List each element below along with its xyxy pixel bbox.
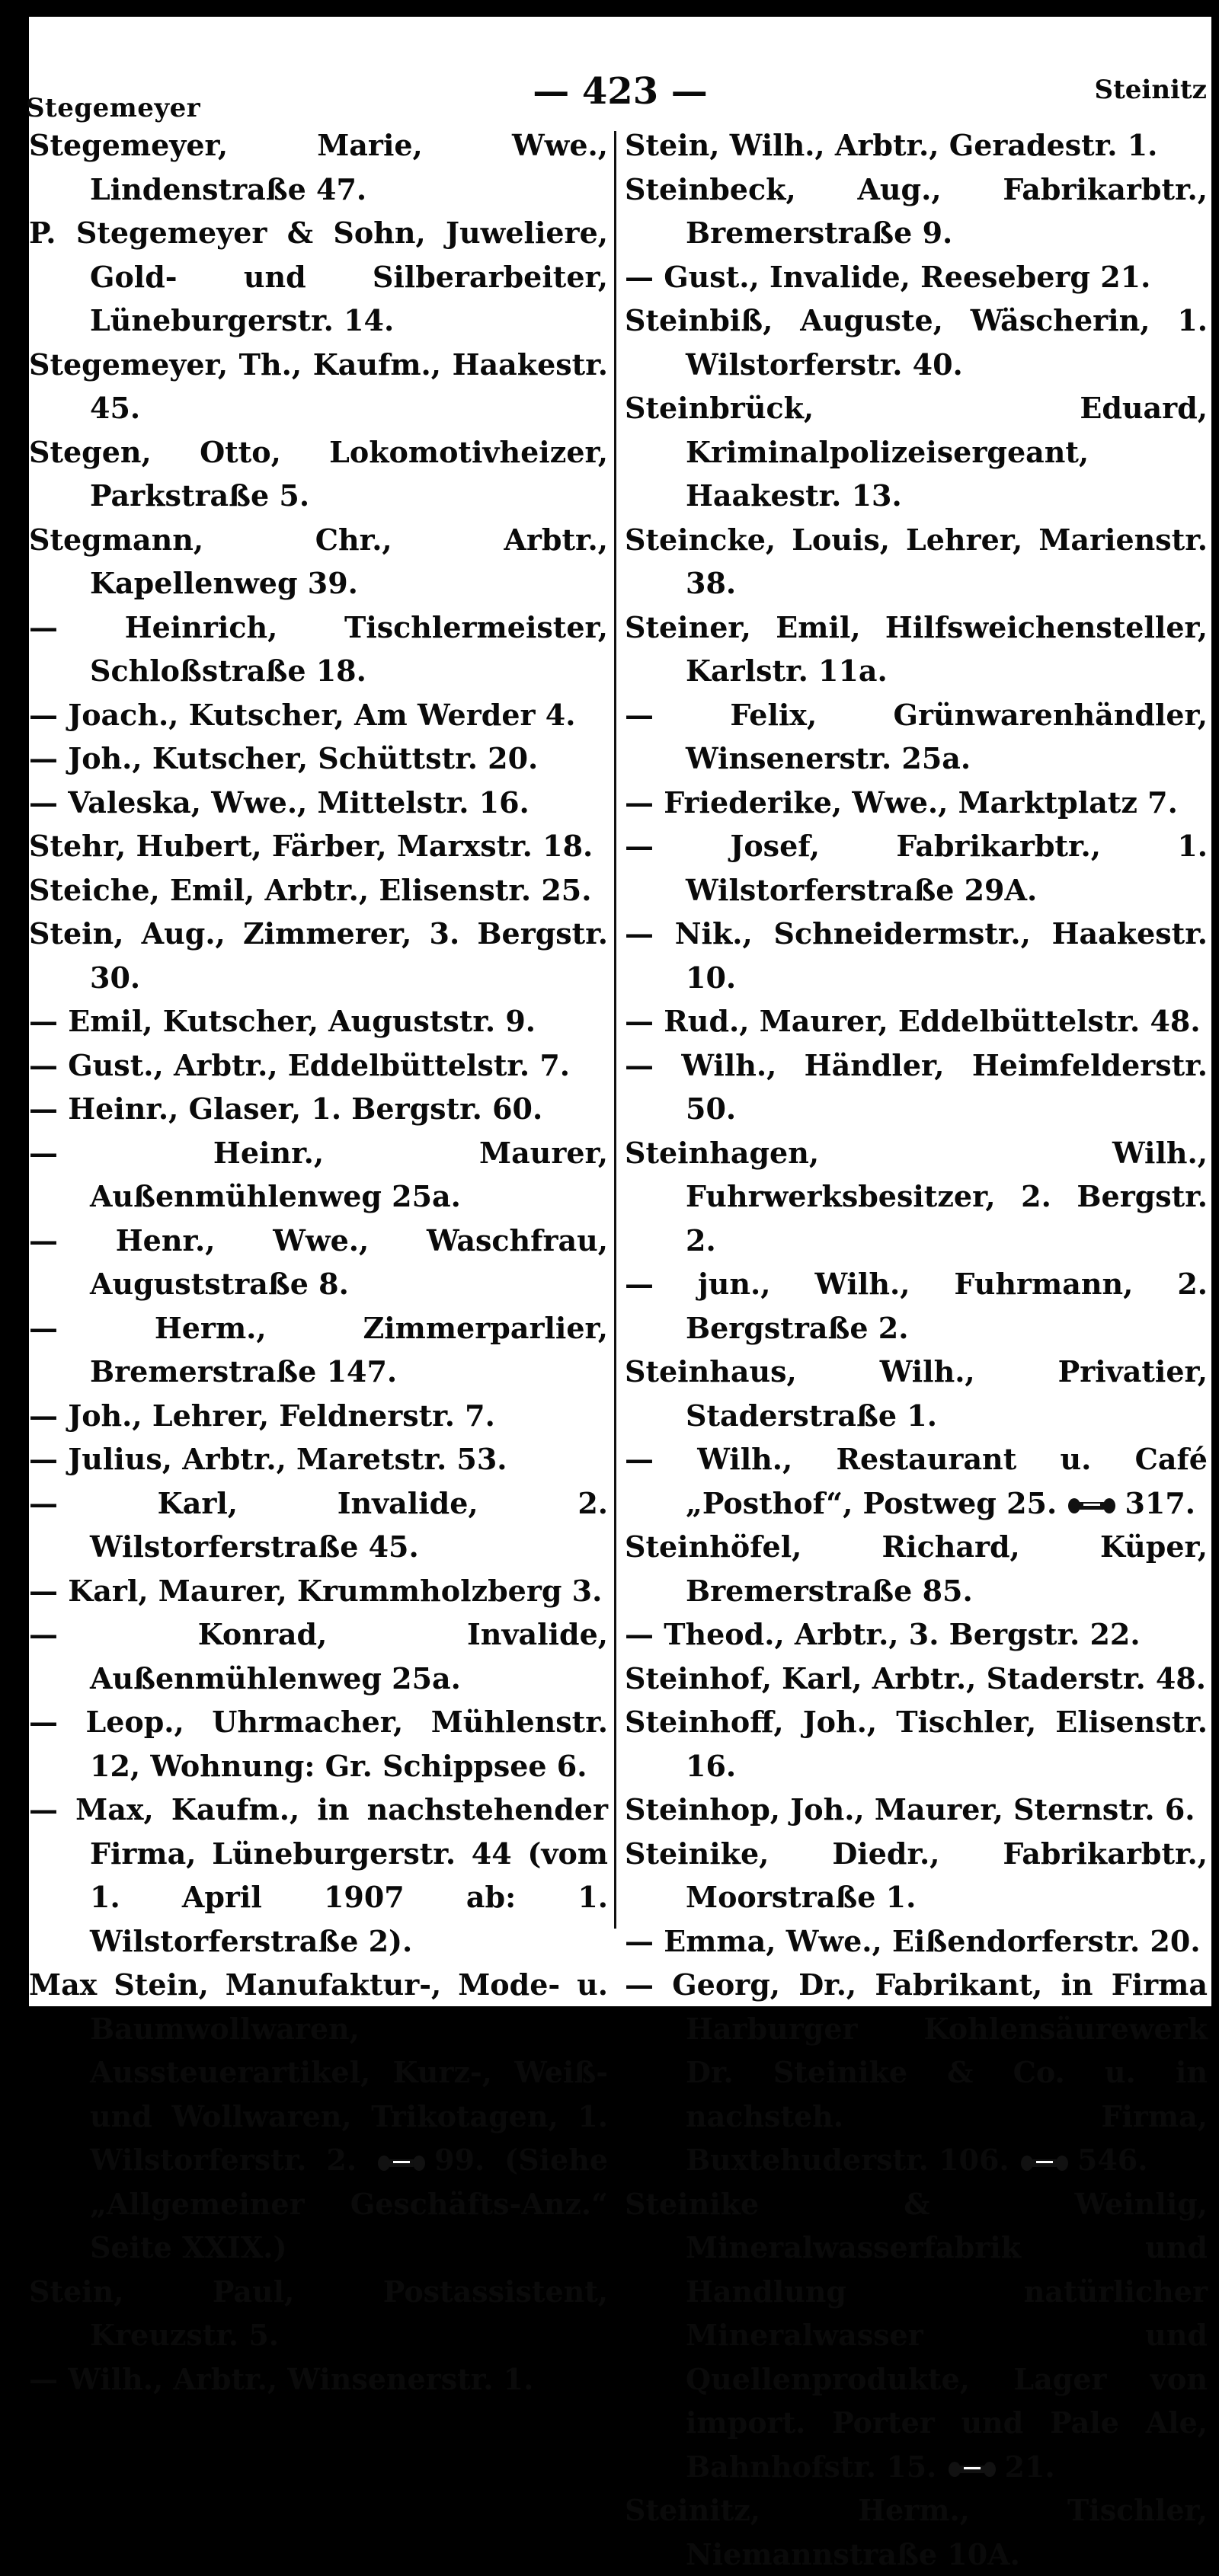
directory-entry bbox=[625, 1262, 1208, 1350]
directory-entry bbox=[29, 1219, 608, 1306]
entry-text: — Konrad, Invalide, Außenmühlenweg 25a. bbox=[29, 1617, 608, 1695]
entry-text: — Karl, Maurer, Krummholzberg 3. bbox=[29, 1573, 603, 1608]
entry-text: Steinhagen, Wilh., Fuhrwerksbesitzer, 2. Bergstr. 2. bbox=[625, 1135, 1208, 1258]
entry-text: Stegen, Otto, Lokomotivheizer, Parkstraße 5. bbox=[29, 434, 608, 513]
telephone-number: 99. bbox=[434, 2143, 485, 2177]
directory-entry bbox=[625, 1657, 1208, 1701]
directory-entry bbox=[29, 693, 608, 737]
directory-entry bbox=[29, 1963, 608, 2270]
directory-entry bbox=[625, 824, 1208, 912]
entry-text: — Friederike, Wwe., Marktplatz 7. bbox=[625, 785, 1178, 820]
telephone-number: 546. bbox=[1077, 2143, 1148, 2177]
directory-entry bbox=[29, 1481, 608, 1569]
telephone-icon bbox=[376, 2153, 427, 2173]
directory-entry bbox=[29, 868, 608, 912]
entry-text: Stegemeyer, Th., Kaufm., Haakestr. 45. bbox=[29, 347, 608, 425]
entry-text: Steinbrück, Eduard, Kriminalpolizeisergeant, Haakestr. 13. bbox=[625, 391, 1208, 513]
header-left-catchword: Stegemeyer bbox=[26, 93, 201, 123]
directory-entry bbox=[625, 2488, 1208, 2576]
directory-entry bbox=[29, 2357, 608, 2402]
entry-text: Steinike, Diedr., Fabrikarbtr., Moorstraße 1. bbox=[625, 1836, 1208, 1914]
entry-text: — Josef, Fabrikarbtr., 1. Wilstorferstraße 29A. bbox=[625, 829, 1208, 907]
entry-text: — Heinr., Maurer, Außenmühlenweg 25a. bbox=[29, 1135, 608, 1213]
directory-entry bbox=[29, 1044, 608, 1088]
entry-text: Stegemeyer, Marie, Wwe., Lindenstraße 47. bbox=[29, 128, 608, 206]
directory-entry bbox=[29, 824, 608, 868]
directory-entry bbox=[29, 781, 608, 825]
entry-text: — Valeska, Wwe., Mittelstr. 16. bbox=[29, 785, 530, 820]
entry-text: Steinhop, Joh., Maurer, Sternstr. 6. bbox=[625, 1792, 1195, 1827]
entry-text: Steinhof, Karl, Arbtr., Staderstr. 48. bbox=[625, 1660, 1207, 1695]
entry-text: — Gust., Arbtr., Eddelbüttelstr. 7. bbox=[29, 1047, 571, 1082]
directory-entry bbox=[29, 1131, 608, 1219]
directory-entry bbox=[29, 1306, 608, 1394]
directory-entry bbox=[625, 168, 1208, 255]
directory-entry bbox=[625, 1525, 1208, 1612]
directory-entry bbox=[29, 1788, 608, 1963]
left-column bbox=[29, 123, 608, 2401]
directory-entry bbox=[29, 1087, 608, 1131]
entry-text: — Joach., Kutscher, Am Werder 4. bbox=[29, 697, 576, 732]
entry-text: — Heinr., Glaser, 1. Bergstr. 60. bbox=[29, 1091, 543, 1126]
directory-entry bbox=[625, 781, 1208, 825]
entry-text: — Emma, Wwe., Eißendorferstr. 20. bbox=[625, 1923, 1201, 1958]
directory-entry bbox=[625, 1832, 1208, 1919]
directory-entry bbox=[625, 1700, 1208, 1788]
entry-text: — Theod., Arbtr., 3. Bergstr. 22. bbox=[625, 1617, 1141, 1651]
entry-text: — Joh., Kutscher, Schüttstr. 20. bbox=[29, 741, 539, 775]
entry-text: — Georg, Dr., Fabrikant, in Firma Harburger Kohlensäurewerk Dr. Steinike & Co. u. in nachsteh. Firma, Buxtehuderstr. 106. bbox=[625, 1967, 1208, 2177]
directory-entry bbox=[625, 1131, 1208, 1263]
entry-text: — jun., Wilh., Fuhrmann, 2. Bergstraße 2. bbox=[625, 1267, 1208, 1345]
entry-text: — Henr., Wwe., Waschfrau, Auguststraße 8. bbox=[29, 1222, 608, 1301]
entry-text: Stein, Wilh., Arbtr., Geradestr. 1. bbox=[625, 128, 1158, 162]
directory-entry bbox=[625, 1437, 1208, 1525]
entry-text: — Heinrich, Tischlermeister, Schloßstraße 18. bbox=[29, 609, 608, 688]
directory-entry bbox=[625, 255, 1208, 299]
entry-text: — Gust., Invalide, Reeseberg 21. bbox=[625, 259, 1151, 294]
page-header bbox=[26, 40, 1211, 123]
entry-text: — Rud., Maurer, Eddelbüttelstr. 48. bbox=[625, 1004, 1201, 1038]
directory-entry bbox=[29, 606, 608, 693]
directory-entry bbox=[625, 1612, 1208, 1657]
entry-text: — Joh., Lehrer, Feldnerstr. 7. bbox=[29, 1398, 495, 1433]
entry-text: P. Stegemeyer & Sohn, Juweliere, Gold- und Silberarbeiter, Lüneburgerstr. 14. bbox=[29, 216, 608, 337]
directory-entry bbox=[625, 1044, 1208, 1131]
entry-text: Stein, Aug., Zimmerer, 3. Bergstr. 30. bbox=[29, 916, 608, 995]
directory-entry bbox=[29, 1612, 608, 1700]
entry-text: — Karl, Invalide, 2. Wilstorferstraße 45. bbox=[29, 1485, 608, 1564]
directory-entry bbox=[625, 386, 1208, 518]
directory-entry bbox=[625, 518, 1208, 606]
entry-text: — Wilh., Arbtr., Winsenerstr. 1. bbox=[29, 2361, 534, 2396]
entry-text: Steincke, Louis, Lehrer, Marienstr. 38. bbox=[625, 522, 1208, 600]
directory-entry bbox=[29, 737, 608, 781]
entry-text: Max Stein, Manufaktur-, Mode- u. Baumwollwaren, Aussteuerartikel, Kurz-, Weiß- und Wollwaren, Trikotagen, 1. Wilstorferstr. 2. bbox=[29, 1967, 608, 2177]
directory-entry bbox=[625, 606, 1208, 693]
telephone-number: 21. bbox=[1004, 2449, 1055, 2484]
entry-text: Stegmann, Chr., Arbtr., Kapellenweg 39. bbox=[29, 522, 608, 600]
directory-entry bbox=[625, 693, 1208, 781]
column-divider bbox=[614, 131, 616, 1929]
entry-text: — Julius, Arbtr., Maretstr. 53. bbox=[29, 1442, 507, 1476]
entry-text: — Wilh., Händler, Heimfelderstr. 50. bbox=[625, 1047, 1208, 1126]
entry-text: Steinbiß, Auguste, Wäscherin, 1. Wilstorferstr. 40. bbox=[625, 303, 1208, 382]
directory-page bbox=[26, 17, 1211, 2571]
entry-text: Steiner, Emil, Hilfsweichensteller, Karlstr. 11a. bbox=[625, 609, 1208, 688]
entry-text: Steinike & Weinlig, Mineralwasserfabrik und Handlung natürlicher Mineralwasser und Quellenprodukte, Lager von import. Porter und Pale Ale, Bahnhofstr. 15. bbox=[625, 2186, 1208, 2484]
header-right-catchword: Steinitz bbox=[1094, 75, 1207, 105]
directory-entry bbox=[29, 1437, 608, 1481]
directory-entry bbox=[29, 999, 608, 1044]
entry-text: Stein, Paul, Postassistent, Kreuzstr. 5. bbox=[29, 2274, 608, 2352]
telephone-icon bbox=[947, 2459, 997, 2479]
directory-entry bbox=[625, 1788, 1208, 1832]
directory-entry bbox=[29, 1700, 608, 1788]
directory-entry bbox=[625, 299, 1208, 386]
entry-text: — Nik., Schneidermstr., Haakestr. 10. bbox=[625, 916, 1208, 995]
directory-entry bbox=[625, 1963, 1208, 2182]
directory-entry bbox=[625, 1350, 1208, 1437]
directory-entry bbox=[29, 1394, 608, 1438]
entry-text: — Max, Kaufm., in nachstehender Firma, Lüneburgerstr. 44 (vom 1. April 1907 ab: 1. Wilstorferstraße 2). bbox=[29, 1792, 608, 1958]
entry-note: (Siehe „Allgemeiner Geschäfts-Anz.“ Seite XXIX.) bbox=[90, 2143, 609, 2264]
directory-entry bbox=[625, 912, 1208, 999]
entry-text: Stehr, Hubert, Färber, Marxstr. 18. bbox=[29, 829, 594, 863]
directory-entry bbox=[29, 1569, 608, 1613]
entry-text: Steinbeck, Aug., Fabrikarbtr., Bremerstraße 9. bbox=[625, 171, 1208, 250]
entry-text: Steiche, Emil, Arbtr., Elisenstr. 25. bbox=[29, 872, 592, 907]
telephone-number: 317. bbox=[1125, 1485, 1195, 1520]
telephone-icon bbox=[1067, 1496, 1117, 1516]
entry-text: — Wilh., Restaurant u. Café „Posthof“, Postweg 25. bbox=[625, 1442, 1208, 1520]
telephone-icon bbox=[1019, 2153, 1070, 2173]
right-column bbox=[625, 123, 1208, 2576]
entry-text: — Felix, Grünwarenhändler, Winsenerstr. 25a. bbox=[625, 697, 1208, 775]
directory-entry bbox=[29, 123, 608, 211]
directory-entry bbox=[625, 999, 1208, 1044]
entry-text: — Leop., Uhrmacher, Mühlenstr. 12, Wohnung: Gr. Schippsee 6. bbox=[29, 1705, 608, 1783]
directory-entry bbox=[29, 430, 608, 518]
directory-entry bbox=[625, 1919, 1208, 1964]
directory-entry bbox=[29, 518, 608, 606]
entry-text: Steinhöfel, Richard, Küper, Bremerstraße 85. bbox=[625, 1529, 1208, 1608]
directory-entry bbox=[625, 123, 1208, 168]
entry-text: Steinhaus, Wilh., Privatier, Staderstraße 1. bbox=[625, 1354, 1208, 1433]
directory-entry bbox=[29, 343, 608, 430]
entry-text: Steinitz, Herm., Tischler, Niemannstraße 10A. bbox=[625, 2493, 1208, 2571]
directory-entry bbox=[29, 2270, 608, 2357]
entry-text: Steinhoff, Joh., Tischler, Elisenstr. 16. bbox=[625, 1705, 1208, 1783]
directory-entry bbox=[29, 211, 608, 343]
directory-entry bbox=[625, 2182, 1208, 2489]
page-number: — 423 — bbox=[533, 70, 708, 113]
directory-entry bbox=[29, 912, 608, 999]
entry-text: — Herm., Zimmerparlier, Bremerstraße 147. bbox=[29, 1310, 608, 1389]
entry-text: — Emil, Kutscher, Auguststr. 9. bbox=[29, 1004, 536, 1038]
